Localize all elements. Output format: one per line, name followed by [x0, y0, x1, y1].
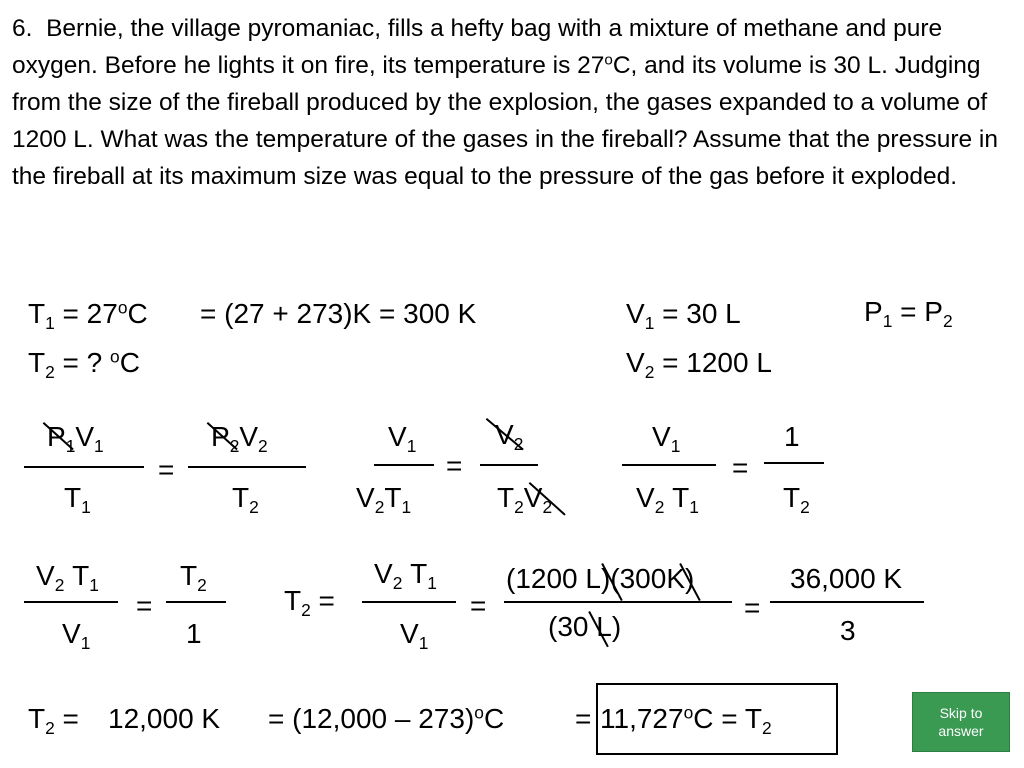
problem-statement [12, 10, 1017, 195]
given-t1-conversion: = (27 + 273)K = 300 K [200, 298, 477, 329]
equals-sign: = [158, 454, 175, 485]
eq4-num-right: $T_2$ [180, 560, 207, 596]
equals-sign: = [732, 452, 749, 483]
fraction-bar [188, 466, 306, 468]
fraction-bar [24, 601, 118, 603]
eq5-den: $V_1$ [400, 618, 429, 654]
given-v2: $V_2 = 1200$ L [626, 347, 772, 383]
eq4-den-right: 1 [186, 618, 202, 649]
fraction-bar [362, 601, 456, 603]
eq3-den-left: $V_2$ $T_1$ [636, 482, 699, 518]
eq3-den-right: $T_2$ [783, 482, 810, 518]
fraction-bar [504, 601, 732, 603]
final-conversion: = (12,000 – 273)$^o$C [268, 702, 505, 734]
given-t2: $T_2$ = ? $^o$C [28, 346, 140, 383]
eq2-num-right: $V_2$ [495, 419, 524, 455]
given-t1: $T_1 = 27^oC$ [28, 297, 148, 334]
problem-text-part1: Bernie, the village pyromaniac, fills a hefty bag with a mixture of methane and pure oxygen. Before he lights it on fire, its temperature is 27 [12, 15, 943, 79]
equals-sign: = [446, 450, 463, 481]
equals-sign: = [470, 590, 487, 621]
result-numerator: 36,000 K [790, 563, 903, 594]
eq1-den-left: $T_1$ [64, 482, 91, 518]
skip-to-answer-button[interactable] [912, 692, 1010, 752]
degree-o: o [604, 51, 613, 69]
eq2-den-right: $T_2V_2$ [497, 482, 553, 518]
result-denominator: 3 [840, 615, 856, 646]
final-lhs: $T_2$ = [28, 703, 79, 739]
skip-button-line2: answer [938, 723, 984, 739]
equals-sign: = [136, 590, 153, 621]
given-pressure: $P_1 = P_2$ [864, 296, 953, 332]
eq1-num-right: $P_2V_2$ [211, 421, 268, 457]
fraction-bar [770, 601, 924, 603]
calc-denominator: (30 L) [548, 611, 622, 642]
fraction-bar [480, 464, 538, 466]
eq1-den-right: $T_2$ [232, 482, 259, 518]
eq4-den-left: $V_1$ [62, 618, 91, 654]
eq4-num-left: $V_2$ $T_1$ [36, 560, 99, 596]
equals-sign: = [744, 592, 761, 623]
eq5-lhs: $T_2$ = [284, 585, 335, 621]
problem-text-part2: C, and its volume is 30 L. Judging from the size of the fireball produced by the explosion, the gases expanded to a volume of 1200 L. What was the temperature of the gases in the fireball? Assume that the pressure in the fireball at its maximum size was equal to the pressure of the gas before it exploded. [12, 52, 999, 190]
eq5-num: $V_2$ $T_1$ [374, 558, 437, 594]
final-kelvin: 12,000 K [108, 703, 221, 734]
fraction-bar [764, 462, 824, 464]
eq3-num-right: 1 [784, 421, 800, 452]
fraction-bar [24, 466, 144, 468]
eq2-den-left: $V_2T_1$ [356, 482, 412, 518]
eq2-num-left: $V_1$ [388, 421, 417, 457]
eq1-num-left: $P_1V_1$ [47, 421, 104, 457]
calc-numerator: (1200 L)(300K) [506, 563, 695, 594]
fraction-bar [166, 601, 226, 603]
eq3-num-left: $V_1$ [652, 421, 681, 457]
skip-button-line1: Skip to [939, 705, 983, 721]
equals-sign: = [575, 703, 592, 734]
problem-number: 6. [12, 15, 33, 42]
final-answer: $11,727^oC = T_2$ [600, 702, 772, 739]
fraction-bar [374, 464, 434, 466]
fraction-bar [622, 464, 716, 466]
given-v1: $V_1 = 30$ L [626, 298, 741, 334]
